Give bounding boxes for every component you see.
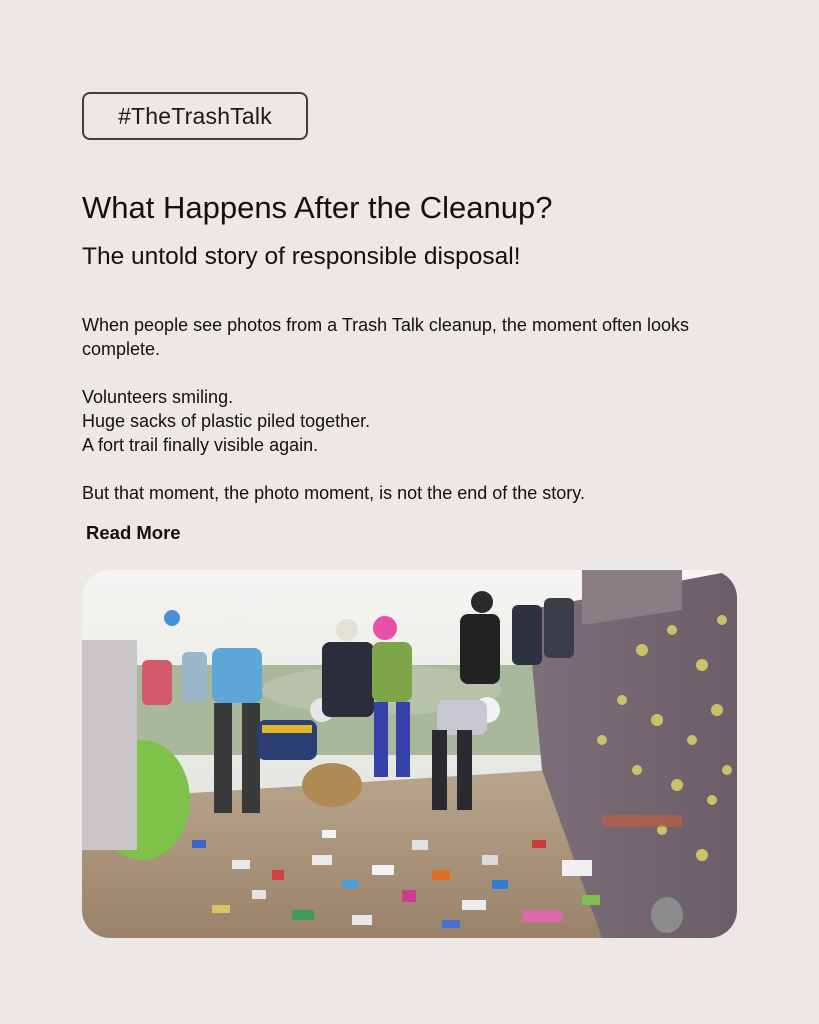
line-volunteers: Volunteers smiling. <box>82 387 234 407</box>
page-title: What Happens After the Cleanup? <box>82 190 553 225</box>
line-sacks: Huge sacks of plastic piled together. <box>82 411 371 431</box>
article-body <box>82 313 752 505</box>
cleanup-photo <box>82 570 737 938</box>
line-trail: A fort trail finally visible again. <box>82 435 319 455</box>
read-more-link[interactable]: Read More <box>86 522 181 543</box>
hashtag-text: #TheTrashTalk <box>118 102 272 129</box>
hashtag-badge <box>82 92 308 140</box>
paragraph-conclusion: But that moment, the photo moment, is not the end of the story. <box>82 483 585 503</box>
paragraph-intro: When people see photos from a Trash Talk cleanup, the moment often looks complete. <box>82 315 690 359</box>
page-subtitle: The untold story of responsible disposal! <box>82 243 521 270</box>
